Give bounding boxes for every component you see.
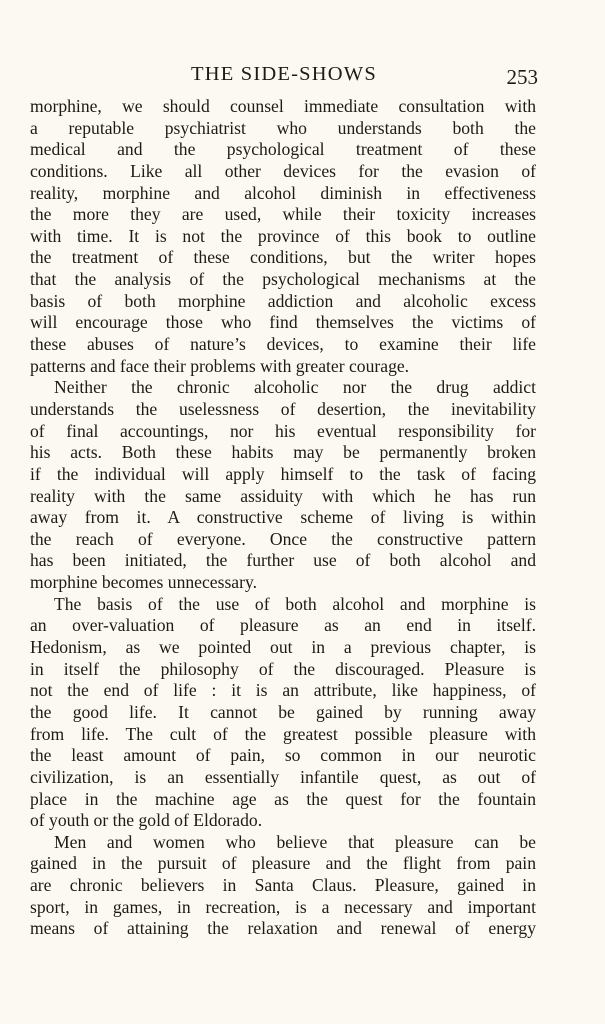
text-line: if the individual will apply himself to the task of facing: [30, 463, 536, 484]
text-line: away from it. A constructive scheme of living is within: [30, 507, 536, 528]
text-line: patterns and face their problems with greater courage.: [30, 355, 410, 376]
text-line: from life. The cult of the greatest possible pleasure with: [30, 723, 536, 744]
text-line: conditions. Like all other devices for the evasion of: [30, 160, 536, 181]
page-header: [30, 58, 538, 90]
paragraph: [30, 594, 536, 832]
text-line: basis of both morphine addiction and alcoholic excess: [30, 290, 536, 311]
text-line: medical and the psychological treatment of these: [30, 139, 536, 160]
text-line: the least amount of pain, so common in our neurotic: [30, 745, 536, 766]
text-line: gained in the pursuit of pleasure and the flight from pain: [30, 853, 536, 874]
text-line: are chronic believers in Santa Claus. Pleasure, gained in: [30, 875, 536, 896]
text-line: will encourage those who find themselves the victims of: [30, 312, 536, 333]
text-line: civilization, is an essentially infantile quest, as out of: [30, 766, 536, 787]
text-line: his acts. Both these habits may be permanently broken: [30, 442, 536, 463]
text-line: the treatment of these conditions, but the writer hopes: [30, 247, 536, 268]
text-line: place in the machine age as the quest for the fountain: [30, 788, 536, 809]
running-head: THE SIDE-SHOWS: [191, 63, 377, 85]
text-line: not the end of life : it is an attribute, like happiness, of: [30, 680, 536, 701]
text-line: morphine, we should counsel immediate consultation with: [30, 96, 536, 116]
body-text: [30, 96, 536, 940]
text-line: Hedonism, as we pointed out in a previous chapter, is: [30, 637, 536, 658]
text-line: that the analysis of the psychological mechanisms at the: [30, 269, 536, 290]
text-line: reality, morphine and alcohol diminish in effectiveness: [30, 182, 536, 203]
paragraph: [30, 377, 536, 593]
text-line: these abuses of nature’s devices, to examine their life: [30, 334, 536, 355]
text-line: an over-valuation of pleasure as an end in itself.: [30, 615, 536, 636]
text-line: the good life. It cannot be gained by running away: [30, 701, 536, 722]
text-line: has been initiated, the further use of both alcohol and: [30, 550, 536, 571]
text-line: means of attaining the relaxation and renewal of energy: [30, 918, 536, 939]
text-line: understands the uselessness of desertion, the inevitability: [30, 398, 536, 419]
text-line: a reputable psychiatrist who understands both the: [30, 117, 536, 138]
text-line: morphine becomes unnecessary.: [30, 572, 258, 593]
text-line: of final accountings, nor his eventual responsibility for: [30, 420, 536, 441]
page-number: 253: [506, 65, 538, 89]
paragraph: [30, 96, 536, 377]
text-line: the more they are used, while their toxicity increases: [30, 204, 536, 225]
text-line: The basis of the use of both alcohol and morphine is: [54, 593, 536, 614]
paragraph: [30, 832, 536, 940]
text-line: of youth or the gold of Eldorado.: [30, 810, 263, 831]
text-line: reality with the same assiduity with which he has run: [30, 485, 536, 506]
text-line: the reach of everyone. Once the constructive pattern: [30, 528, 536, 549]
text-line: Men and women who believe that pleasure can be: [54, 831, 536, 852]
text-line: in itself the philosophy of the discouraged. Pleasure is: [30, 658, 536, 679]
text-line: with time. It is not the province of this book to outline: [30, 225, 536, 246]
text-line: Neither the chronic alcoholic nor the drug addict: [54, 377, 536, 398]
text-line: sport, in games, in recreation, is a necessary and important: [30, 896, 536, 917]
